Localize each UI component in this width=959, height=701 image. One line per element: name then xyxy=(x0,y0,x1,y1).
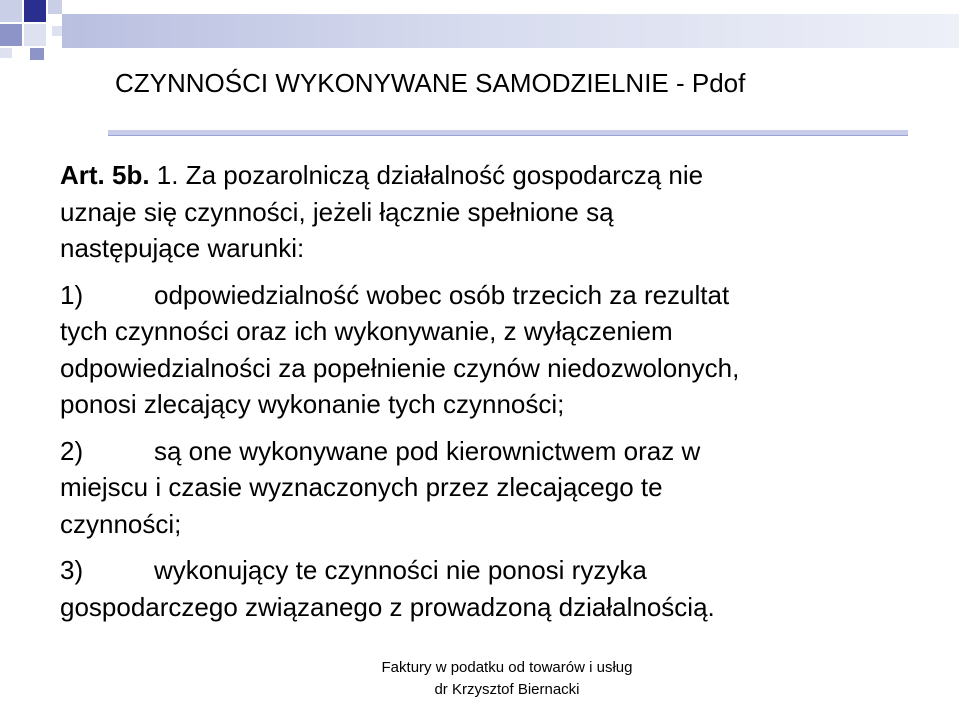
condition-line: czynności; xyxy=(60,508,182,539)
deco-square xyxy=(0,24,22,46)
condition-line: ponosi zlecający wykonanie tych czynności; xyxy=(60,389,565,419)
deco-square xyxy=(30,48,44,60)
intro-line: następujące warunki: xyxy=(60,233,305,263)
deco-square xyxy=(24,0,46,22)
deco-square xyxy=(48,0,62,14)
header-gradient-bar xyxy=(62,14,959,48)
condition-2 xyxy=(60,433,940,543)
intro-paragraph xyxy=(60,157,940,267)
condition-line: wykonujący te czynności nie ponosi ryzyka xyxy=(154,555,647,585)
condition-1 xyxy=(60,277,940,423)
deco-square xyxy=(0,0,22,22)
condition-number: 1) xyxy=(60,279,84,310)
condition-line: tych czynności oraz ich wykonywanie, z wyłączeniem xyxy=(60,316,673,346)
condition-line: są one wykonywane pod kierownictwem oraz w xyxy=(154,435,701,466)
deco-square xyxy=(0,48,12,58)
condition-3 xyxy=(60,552,940,625)
deco-square xyxy=(52,26,62,36)
condition-line: miejscu i czasie wyznaczonych przez zlecającego te xyxy=(60,472,663,502)
condition-line: odpowiedzialność wobec osób trzecich za rezultat xyxy=(154,279,730,310)
title-divider xyxy=(108,130,908,136)
slide-title: CZYNNOŚCI WYKONYWANE SAMODZIELNIE - Pdof xyxy=(115,68,746,98)
footer-author: dr Krzysztof Biernacki xyxy=(434,681,580,698)
intro-line: 1. Za pozarolniczą działalność gospodarczą nie xyxy=(149,160,704,190)
footer-subject: Faktury w podatku od towarów i usług xyxy=(381,659,633,676)
condition-line: gospodarczego związanego z prowadzoną działalnością. xyxy=(60,591,715,622)
deco-square xyxy=(24,24,46,46)
condition-line: odpowiedzialności za popełnienie czynów niedozwolonych, xyxy=(60,352,740,383)
slide-footer xyxy=(300,657,714,701)
slide-body xyxy=(60,157,940,625)
condition-number: 2) xyxy=(60,435,84,466)
article-reference: Art. 5b. xyxy=(60,160,150,190)
condition-number: 3) xyxy=(60,555,84,585)
intro-line: uznaje się czynności, jeżeli łącznie spełnione są xyxy=(60,196,614,227)
